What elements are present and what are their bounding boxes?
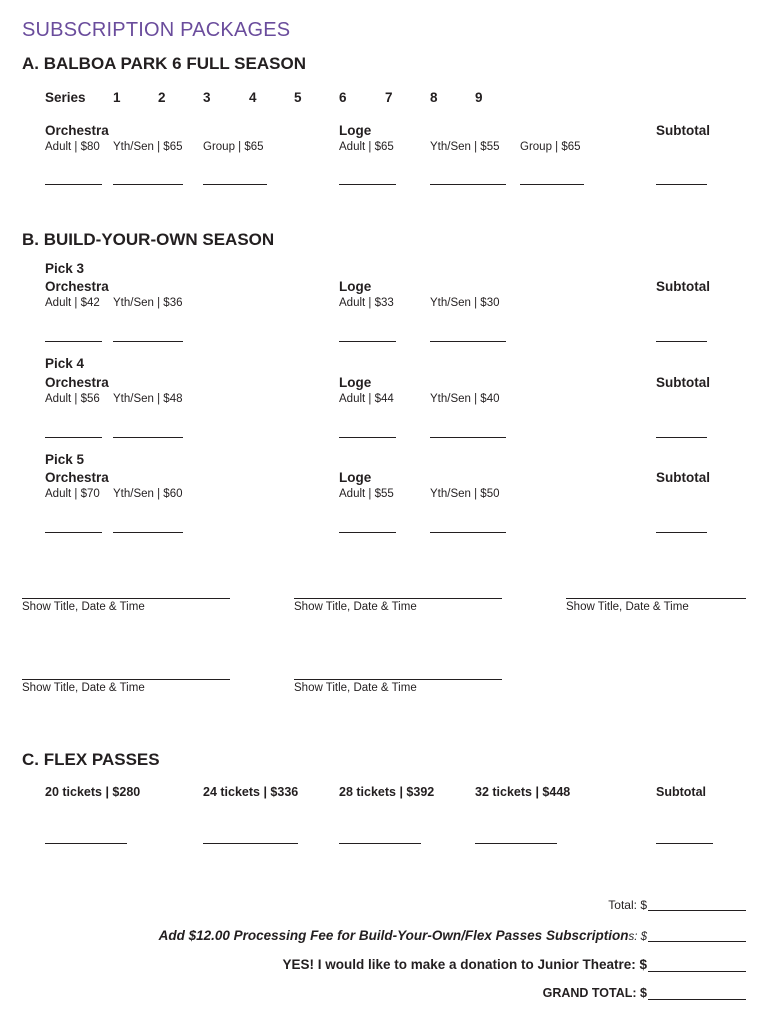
price-label: Yth/Sen | $30	[430, 297, 500, 309]
show-caption: Show Title, Date & Time	[22, 601, 145, 613]
loge-heading: Loge	[339, 375, 372, 390]
price-label: Group | $65	[203, 141, 264, 153]
show-caption: Show Title, Date & Time	[294, 601, 417, 613]
series-1[interactable]: 1	[113, 90, 121, 105]
qty-field[interactable]	[113, 184, 183, 185]
price-label: Yth/Sen | $36	[113, 297, 183, 309]
qty-field[interactable]	[520, 184, 584, 185]
section-c-heading: C. FLEX PASSES	[22, 750, 160, 769]
price-label: Adult | $55	[339, 488, 394, 500]
price-label: Adult | $70	[45, 488, 100, 500]
pick-label: Pick 3	[45, 261, 85, 276]
qty-field[interactable]	[339, 437, 396, 438]
show-title-field[interactable]	[22, 679, 230, 680]
qty-field[interactable]	[339, 843, 421, 844]
qty-field[interactable]	[113, 532, 183, 533]
flex-option-32: 32 tickets | $448	[475, 785, 571, 799]
pick-label: Pick 5	[45, 452, 85, 467]
series-9[interactable]: 9	[475, 90, 483, 105]
loge-heading: Loge	[339, 279, 372, 294]
qty-field[interactable]	[45, 184, 102, 185]
flex-option-24: 24 tickets | $336	[203, 785, 299, 799]
qty-field[interactable]	[339, 184, 396, 185]
pick-label: Pick 4	[45, 356, 85, 371]
price-label: Adult | $80	[45, 141, 100, 153]
series-3[interactable]: 3	[203, 90, 211, 105]
price-label: Group | $65	[520, 141, 581, 153]
qty-field[interactable]	[45, 532, 102, 533]
loge-heading: Loge	[339, 123, 372, 138]
qty-field[interactable]	[113, 437, 183, 438]
price-label: Adult | $56	[45, 393, 100, 405]
price-label: Yth/Sen | $60	[113, 488, 183, 500]
series-2[interactable]: 2	[158, 90, 166, 105]
qty-field[interactable]	[113, 341, 183, 342]
grand-total-label: GRAND TOTAL: $	[542, 986, 647, 1000]
flex-option-20: 20 tickets | $280	[45, 785, 141, 799]
series-7[interactable]: 7	[385, 90, 393, 105]
section-a-heading: A. BALBOA PARK 6 FULL SEASON	[22, 54, 306, 73]
total-label: Total: $	[608, 898, 647, 912]
price-label: Yth/Sen | $48	[113, 393, 183, 405]
price-label: Yth/Sen | $55	[430, 141, 500, 153]
qty-field[interactable]	[45, 437, 102, 438]
processing-fee-tail: s: $	[628, 931, 647, 943]
series-6[interactable]: 6	[339, 90, 347, 105]
subtotal-heading: Subtotal	[656, 123, 710, 138]
section-b-heading: B. BUILD-YOUR-OWN SEASON	[22, 230, 275, 249]
qty-field[interactable]	[339, 341, 396, 342]
subtotal-field[interactable]	[656, 843, 713, 844]
price-label: Yth/Sen | $40	[430, 393, 500, 405]
total-field[interactable]	[648, 910, 746, 911]
orchestra-heading: Orchestra	[45, 470, 109, 485]
subtotal-field[interactable]	[656, 532, 707, 533]
page-title: SUBSCRIPTION PACKAGES	[22, 19, 291, 41]
show-caption: Show Title, Date & Time	[22, 682, 145, 694]
qty-field[interactable]	[430, 184, 506, 185]
qty-field[interactable]	[45, 843, 127, 844]
show-caption: Show Title, Date & Time	[566, 601, 689, 613]
subtotal-heading: Subtotal	[656, 375, 710, 390]
qty-field[interactable]	[45, 341, 102, 342]
show-caption: Show Title, Date & Time	[294, 682, 417, 694]
orchestra-heading: Orchestra	[45, 279, 109, 294]
loge-heading: Loge	[339, 470, 372, 485]
processing-fee-text: Add $12.00 Processing Fee for Build-Your-Own/Flex Passes Subscription	[158, 928, 629, 943]
qty-field[interactable]	[203, 184, 267, 185]
flex-option-28: 28 tickets | $392	[339, 785, 435, 799]
price-label: Yth/Sen | $65	[113, 141, 183, 153]
show-title-field[interactable]	[566, 598, 746, 599]
price-label: Yth/Sen | $50	[430, 488, 500, 500]
processing-fee-label	[159, 927, 647, 945]
orchestra-heading: Orchestra	[45, 123, 109, 138]
series-5[interactable]: 5	[294, 90, 302, 105]
orchestra-heading: Orchestra	[45, 375, 109, 390]
show-title-field[interactable]	[294, 679, 502, 680]
donation-label: YES! I would like to make a donation to Junior Theatre: $	[282, 957, 647, 972]
qty-field[interactable]	[430, 532, 506, 533]
donation-field[interactable]	[648, 971, 746, 972]
grand-total-field[interactable]	[648, 999, 746, 1000]
series-8[interactable]: 8	[430, 90, 438, 105]
subtotal-field[interactable]	[656, 437, 707, 438]
qty-field[interactable]	[430, 341, 506, 342]
processing-fee-field[interactable]	[648, 941, 746, 942]
qty-field[interactable]	[339, 532, 396, 533]
subtotal-heading: Subtotal	[656, 470, 710, 485]
price-label: Adult | $33	[339, 297, 394, 309]
subtotal-field[interactable]	[656, 184, 707, 185]
price-label: Adult | $65	[339, 141, 394, 153]
series-label: Series	[45, 90, 86, 105]
subtotal-heading: Subtotal	[656, 785, 706, 799]
qty-field[interactable]	[430, 437, 506, 438]
price-label: Adult | $42	[45, 297, 100, 309]
subtotal-heading: Subtotal	[656, 279, 710, 294]
qty-field[interactable]	[475, 843, 557, 844]
show-title-field[interactable]	[22, 598, 230, 599]
subtotal-field[interactable]	[656, 341, 707, 342]
series-4[interactable]: 4	[249, 90, 257, 105]
qty-field[interactable]	[203, 843, 298, 844]
price-label: Adult | $44	[339, 393, 394, 405]
show-title-field[interactable]	[294, 598, 502, 599]
